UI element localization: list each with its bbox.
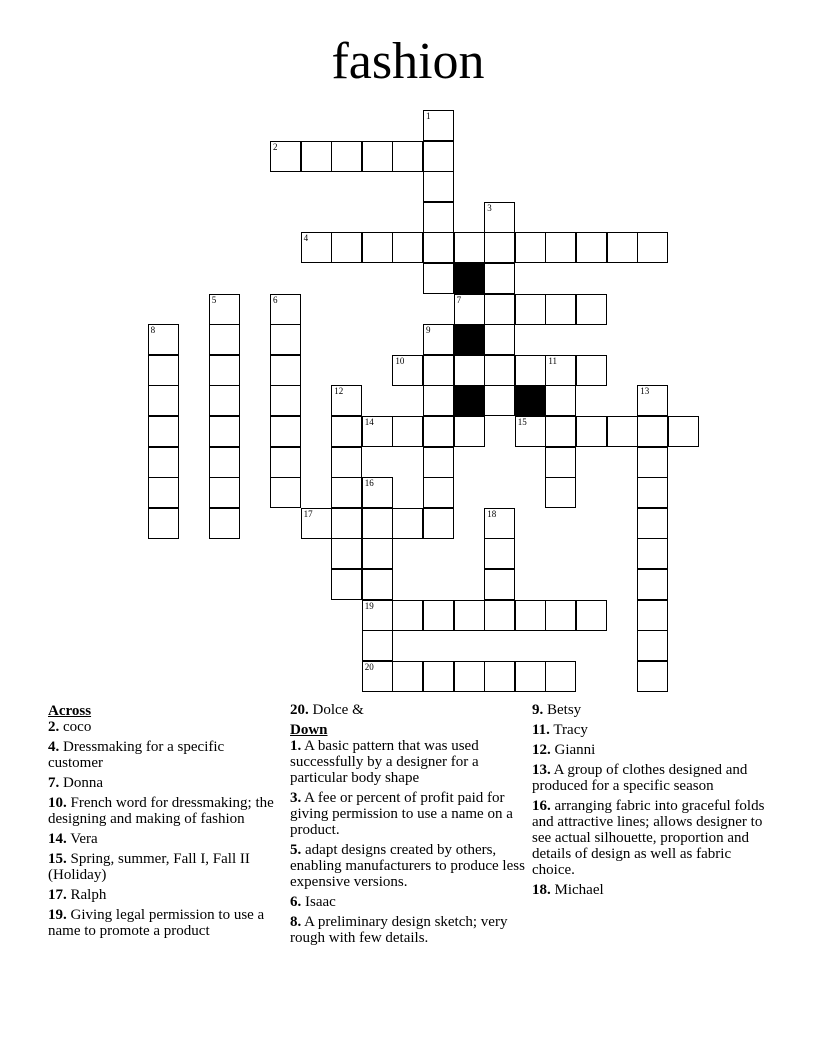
across-clue-list-continued xyxy=(290,702,526,718)
clue-number: 8 xyxy=(150,325,156,336)
grid-cell[interactable] xyxy=(423,508,454,539)
clue-item xyxy=(290,702,526,718)
clue-number: 7 xyxy=(456,294,462,305)
grid-cell[interactable] xyxy=(362,661,393,692)
grid-cell[interactable] xyxy=(423,324,454,355)
down-clue-list-continued xyxy=(532,702,768,898)
clues-column-2 xyxy=(290,702,526,950)
grid-cell[interactable] xyxy=(270,416,301,447)
clue-item xyxy=(48,887,280,903)
across-clue-list xyxy=(48,719,280,939)
grid-cell[interactable] xyxy=(454,232,485,263)
clue-item xyxy=(48,795,280,827)
clue-item xyxy=(48,719,280,735)
clue-number: 7. xyxy=(48,775,60,791)
grid-cell[interactable] xyxy=(392,355,423,386)
grid-cell[interactable] xyxy=(484,202,515,233)
clue-number: 10 xyxy=(395,355,405,366)
clue-text: A fee or percent of profit paid for giving permission to use a name on a product. xyxy=(290,790,513,838)
grid-cell[interactable] xyxy=(637,600,668,631)
grid-cell[interactable] xyxy=(637,508,668,539)
grid-cell[interactable] xyxy=(423,232,454,263)
grid-cell[interactable] xyxy=(362,538,393,569)
clue-number: 13. xyxy=(532,762,551,778)
grid-cell[interactable] xyxy=(545,232,576,263)
clue-number: 12. xyxy=(532,742,551,758)
clue-text: Gianni xyxy=(550,742,596,758)
grid-cell[interactable] xyxy=(423,385,454,416)
clue-item xyxy=(48,775,280,791)
clue-item xyxy=(532,798,768,878)
clue-number: 16 xyxy=(364,478,374,489)
grid-cell[interactable] xyxy=(423,661,454,692)
grid-cell[interactable] xyxy=(515,416,546,447)
grid-cell[interactable] xyxy=(331,538,362,569)
down-header: Down xyxy=(290,722,328,738)
grid-cell[interactable] xyxy=(576,600,607,631)
clue-text: Spring, summer, Fall I, Fall II (Holiday) xyxy=(48,851,250,883)
grid-cell[interactable] xyxy=(270,447,301,478)
grid-cell[interactable] xyxy=(545,294,576,325)
clue-text: arranging fabric into graceful folds and attractive lines; allows designer to see actual silhouette, proportion and details of design as well as fabric choice. xyxy=(532,798,765,878)
grid-cell[interactable] xyxy=(484,355,515,386)
grid-cell[interactable] xyxy=(545,416,576,447)
grid-cell[interactable] xyxy=(637,661,668,692)
grid-cell[interactable] xyxy=(423,355,454,386)
clue-number: 14. xyxy=(48,831,67,847)
grid-cell[interactable] xyxy=(515,294,546,325)
grid-cell[interactable] xyxy=(484,263,515,294)
clue-number: 15. xyxy=(48,851,67,867)
grid-cell[interactable] xyxy=(637,416,668,447)
grid-cell[interactable] xyxy=(270,477,301,508)
clue-number: 19. xyxy=(48,907,67,923)
grid-cell[interactable] xyxy=(270,294,301,325)
clue-item xyxy=(48,907,280,939)
grid-cell[interactable] xyxy=(545,600,576,631)
clue-item xyxy=(290,894,526,910)
grid-cell[interactable] xyxy=(209,324,240,355)
grid-cell[interactable] xyxy=(545,385,576,416)
grid-cell[interactable] xyxy=(515,661,546,692)
clue-text: French word for dressmaking; the designing and making of fashion xyxy=(48,795,274,827)
grid-cell[interactable] xyxy=(362,141,393,172)
grid-cell[interactable] xyxy=(209,416,240,447)
clue-number: 18 xyxy=(487,508,497,519)
grid-cell[interactable] xyxy=(668,416,699,447)
grid-cell[interactable] xyxy=(148,355,179,386)
grid-cell[interactable] xyxy=(423,202,454,233)
clue-number: 15 xyxy=(517,417,527,427)
grid-cell[interactable] xyxy=(637,569,668,600)
black-square xyxy=(454,324,485,355)
clue-text: A basic pattern that was used successfully by a designer for a particular body shape xyxy=(290,738,479,786)
clue-number: 9 xyxy=(426,325,431,336)
down-clue-list xyxy=(290,738,526,946)
clue-item xyxy=(532,742,768,758)
grid-cell[interactable] xyxy=(576,294,607,325)
grid-cell[interactable] xyxy=(209,294,240,325)
grid-cell[interactable] xyxy=(270,385,301,416)
clue-number: 20. xyxy=(290,702,309,718)
grid-cell[interactable] xyxy=(331,141,362,172)
grid-cell[interactable] xyxy=(423,171,454,202)
grid-cell[interactable] xyxy=(392,600,423,631)
grid-cell[interactable] xyxy=(637,232,668,263)
grid-cell[interactable] xyxy=(362,416,393,447)
grid-cell[interactable] xyxy=(423,110,454,141)
grid-cell[interactable] xyxy=(209,355,240,386)
clue-text: Betsy xyxy=(543,702,582,718)
grid-cell[interactable] xyxy=(270,355,301,386)
grid-cell[interactable] xyxy=(484,661,515,692)
clue-text: Michael xyxy=(550,882,604,898)
grid-cell[interactable] xyxy=(484,294,515,325)
clue-number: 5 xyxy=(211,294,217,305)
clue-text: Donna xyxy=(59,775,103,791)
grid-cell[interactable] xyxy=(148,477,179,508)
grid-cell[interactable] xyxy=(454,294,485,325)
puzzle-title: fashion xyxy=(331,33,485,90)
grid-cell[interactable] xyxy=(454,416,485,447)
grid-cell[interactable] xyxy=(423,447,454,478)
grid-cell[interactable] xyxy=(454,600,485,631)
clue-item xyxy=(48,739,280,771)
clue-item xyxy=(290,790,526,838)
clue-number: 5. xyxy=(290,842,302,858)
clue-item xyxy=(290,738,526,786)
clue-number: 6 xyxy=(273,294,278,305)
clue-item xyxy=(532,762,768,794)
clue-text: coco xyxy=(59,719,92,735)
grid-cell[interactable] xyxy=(576,416,607,447)
grid-cell[interactable] xyxy=(331,385,362,416)
grid-cell[interactable] xyxy=(423,141,454,172)
clue-number: 4 xyxy=(303,233,309,244)
grid-cell[interactable] xyxy=(515,600,546,631)
clue-item xyxy=(48,851,280,883)
grid-cell[interactable] xyxy=(270,141,301,172)
grid-cell[interactable] xyxy=(301,232,332,263)
clue-text: Isaac xyxy=(301,894,336,910)
grid-cell[interactable] xyxy=(484,508,515,539)
grid-cell[interactable] xyxy=(331,232,362,263)
grid-cell[interactable] xyxy=(637,538,668,569)
grid-cell[interactable] xyxy=(607,416,638,447)
clue-item xyxy=(290,914,526,946)
clue-number: 3 xyxy=(487,202,492,213)
grid-cell[interactable] xyxy=(484,538,515,569)
grid-cell[interactable] xyxy=(148,416,179,447)
clue-number: 10. xyxy=(48,795,67,811)
clue-text: Dressmaking for a specific customer xyxy=(48,739,225,771)
grid-cell[interactable] xyxy=(209,447,240,478)
clue-text: Ralph xyxy=(66,887,107,903)
grid-cell[interactable] xyxy=(423,416,454,447)
grid-cell[interactable] xyxy=(148,385,179,416)
grid-cell[interactable] xyxy=(362,600,393,631)
grid-cell[interactable] xyxy=(423,477,454,508)
grid-cell[interactable] xyxy=(545,661,576,692)
grid-cell[interactable] xyxy=(576,355,607,386)
across-header: Across xyxy=(48,703,92,719)
clue-number: 17 xyxy=(303,508,313,519)
clue-item xyxy=(532,882,768,898)
grid-cell[interactable] xyxy=(362,630,393,661)
clue-number: 20 xyxy=(364,661,374,672)
grid-cell[interactable] xyxy=(392,508,423,539)
grid-cell[interactable] xyxy=(637,385,668,416)
grid-cell[interactable] xyxy=(545,477,576,508)
clues-column-3 xyxy=(532,702,768,902)
grid-cell[interactable] xyxy=(270,324,301,355)
grid-cell[interactable] xyxy=(209,508,240,539)
clue-number: 6. xyxy=(290,894,302,910)
grid-cell[interactable] xyxy=(637,447,668,478)
grid-cell[interactable] xyxy=(454,355,485,386)
grid-cell[interactable] xyxy=(392,232,423,263)
clue-item xyxy=(48,831,280,847)
clue-number: 1. xyxy=(290,738,302,754)
clue-number: 8. xyxy=(290,914,302,930)
grid-cell[interactable] xyxy=(637,477,668,508)
grid-cell[interactable] xyxy=(515,232,546,263)
grid-cell[interactable] xyxy=(392,141,423,172)
clue-text: A group of clothes designed and produced for a specific season xyxy=(532,762,748,794)
grid-cell[interactable] xyxy=(301,508,332,539)
grid-cell[interactable] xyxy=(392,416,423,447)
grid-cell[interactable] xyxy=(362,477,393,508)
clue-text: A preliminary design sketch; very rough with few details. xyxy=(290,914,508,946)
clue-number: 1 xyxy=(426,111,431,121)
grid-cell[interactable] xyxy=(576,232,607,263)
clue-text: Dolce & xyxy=(308,702,364,718)
clue-item xyxy=(532,722,768,738)
grid-cell[interactable] xyxy=(331,569,362,600)
grid-cell[interactable] xyxy=(362,232,393,263)
grid-cell[interactable] xyxy=(331,508,362,539)
grid-cell[interactable] xyxy=(637,630,668,661)
grid-cell[interactable] xyxy=(392,661,423,692)
clue-number: 13 xyxy=(640,386,650,397)
grid-cell[interactable] xyxy=(423,600,454,631)
clue-number: 16. xyxy=(532,798,551,814)
clue-number: 18. xyxy=(532,882,551,898)
grid-cell[interactable] xyxy=(209,477,240,508)
grid-cell[interactable] xyxy=(362,569,393,600)
clue-number: 14 xyxy=(364,417,374,427)
clue-number: 12 xyxy=(334,386,344,397)
grid-cell[interactable] xyxy=(331,447,362,478)
clue-number: 3. xyxy=(290,790,302,806)
clue-number: 19 xyxy=(364,600,374,611)
clue-number: 17. xyxy=(48,887,67,903)
clue-item xyxy=(532,702,768,718)
grid-cell[interactable] xyxy=(331,477,362,508)
grid-cell[interactable] xyxy=(484,569,515,600)
clue-text: Giving legal permission to use a name to promote a product xyxy=(48,907,265,939)
grid-cell[interactable] xyxy=(484,324,515,355)
grid-cell[interactable] xyxy=(515,355,546,386)
grid-cell[interactable] xyxy=(545,447,576,478)
clue-number: 9. xyxy=(532,702,544,718)
black-square xyxy=(454,385,485,416)
grid-cell[interactable] xyxy=(484,600,515,631)
grid-cell[interactable] xyxy=(209,385,240,416)
clues-column-1 xyxy=(48,702,280,943)
grid-cell[interactable] xyxy=(148,447,179,478)
grid-cell[interactable] xyxy=(484,385,515,416)
clue-number: 2. xyxy=(48,719,60,735)
clue-number: 11. xyxy=(532,722,550,738)
grid-cell[interactable] xyxy=(148,508,179,539)
grid-cell[interactable] xyxy=(423,263,454,294)
clue-text: adapt designs created by others, enabling manufacturers to produce less expensive versions. xyxy=(290,842,525,890)
grid-cell[interactable] xyxy=(545,355,576,386)
grid-cell[interactable] xyxy=(331,416,362,447)
black-square xyxy=(515,385,546,416)
clue-text: Tracy xyxy=(549,722,588,738)
grid-cell[interactable] xyxy=(362,508,393,539)
grid-cell[interactable] xyxy=(148,324,179,355)
grid-cell[interactable] xyxy=(607,232,638,263)
black-square xyxy=(454,263,485,294)
clue-number: 11 xyxy=(548,355,558,366)
grid-cell[interactable] xyxy=(454,661,485,692)
clue-number: 2 xyxy=(273,141,278,152)
clue-item xyxy=(290,842,526,890)
grid-cell[interactable] xyxy=(484,232,515,263)
clue-text: Vera xyxy=(66,831,98,847)
clue-number: 4. xyxy=(48,739,60,755)
grid-cell[interactable] xyxy=(301,141,332,172)
